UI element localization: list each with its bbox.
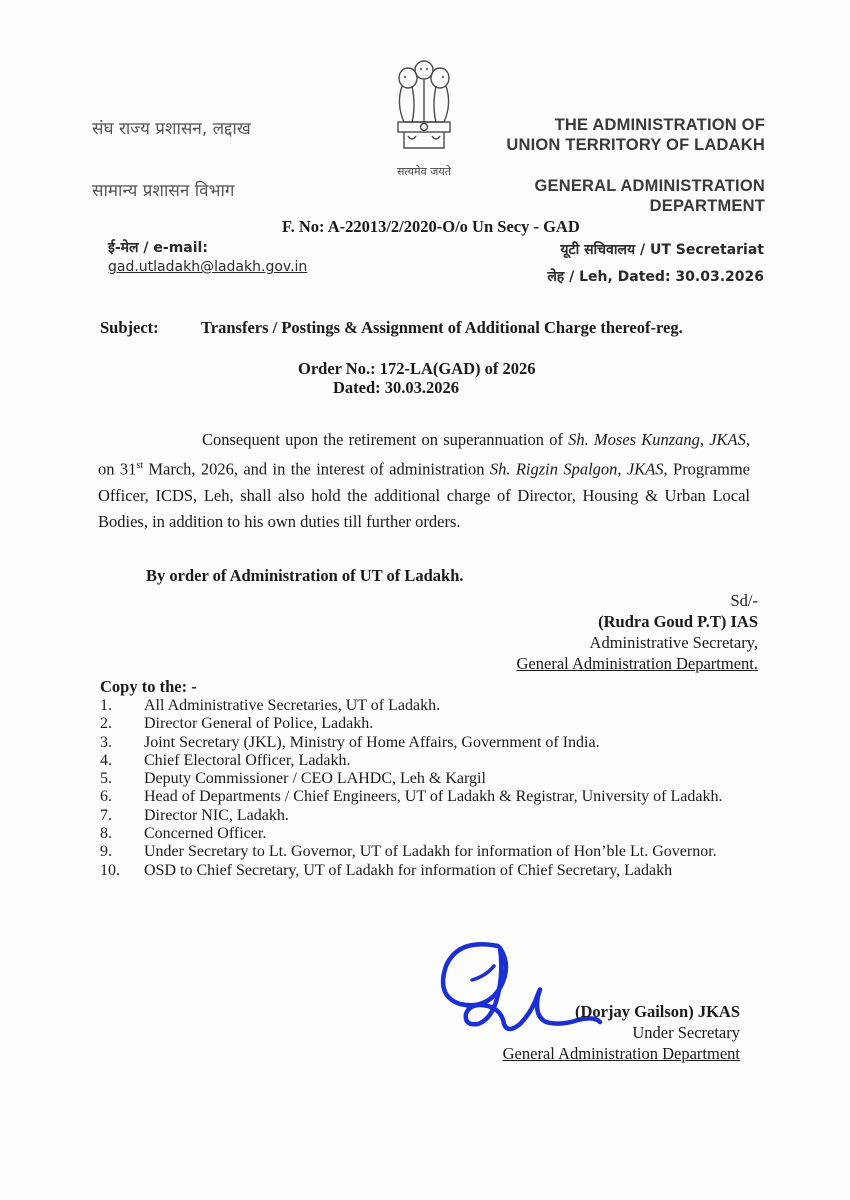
emblem-motto: सत्यमेव जयते <box>396 165 451 178</box>
national-emblem-icon <box>382 56 466 181</box>
signatory-2-dept: General Administration Department <box>502 1044 740 1063</box>
list-item: 9. Under Secretary to Lt. Governor, UT of Ladakh for information of Hon’ble Lt. Governor. <box>100 843 717 861</box>
hindi-org-name: संघ राज्य प्रशासन, लद्दाख <box>92 119 251 139</box>
subject-text: Transfers / Postings & Assignment of Additional Charge thereof-reg. <box>201 318 683 337</box>
signatory-1-title: Administrative Secretary, <box>589 633 758 652</box>
subject-label: Subject: <box>100 318 159 337</box>
signatory-2-name: (Dorjay Gailson) JKAS <box>575 1002 740 1021</box>
signatory-1-name: (Rudra Goud P.T) IAS <box>598 612 758 631</box>
copy-to-list <box>100 697 750 880</box>
file-number: F. No: A-22013/2/2020-O/o Un Secy - GAD <box>282 217 580 236</box>
org-line-1: THE ADMINISTRATION OF <box>554 116 765 134</box>
signatory-administrative-secretary <box>517 590 758 674</box>
sd-mark: Sd/- <box>730 591 758 610</box>
list-item: 4. Chief Electoral Officer, Ladakh. <box>100 751 351 769</box>
order-date: Dated: 30.03.2026 <box>333 378 460 397</box>
list-item: 8. Concerned Officer. <box>100 825 267 843</box>
secretariat-label: यूटी सचिवालय / UT Secretariat <box>560 242 764 258</box>
list-item: 10. OSD to Chief Secretary, UT of Ladakh for information of Chief Secretary, Ladakh <box>100 861 673 879</box>
dept-line-1: GENERAL ADMINISTRATION <box>534 177 765 195</box>
signatory-1-dept: General Administration Department. <box>516 654 758 673</box>
email-address[interactable]: gad.utladakh@ladakh.gov.in <box>108 259 308 275</box>
by-order-line: By order of Administration of UT of Ladakh. <box>146 566 464 585</box>
assigned-officer: Sh. Rigzin Spalgon, JKAS <box>489 459 664 479</box>
hindi-dept-name: सामान्य प्रशासन विभाग <box>92 181 235 201</box>
list-item: 7. Director NIC, Ladakh. <box>100 806 289 824</box>
list-item: 6. Head of Departments / Chief Engineers, UT of Ladakh & Registrar, University of Ladakh. <box>100 788 723 806</box>
dept-line-2: DEPARTMENT <box>649 197 765 215</box>
place-and-date: लेह / Leh, Dated: 30.03.2026 <box>547 269 764 285</box>
list-item: 5. Deputy Commissioner / CEO LAHDC, Leh & Kargil <box>100 770 486 788</box>
email-label: ई-मेल / e-mail: <box>108 240 208 256</box>
signatory-under-secretary <box>503 1001 740 1064</box>
order-number: Order No.: 172-LA(GAD) of 2026 <box>298 359 536 378</box>
copy-to-heading: Copy to the: - <box>100 677 197 696</box>
list-item: 2. Director General of Police, Ladakh. <box>100 715 374 733</box>
retiring-officer: Sh. Moses Kunzang, JKAS <box>568 430 746 449</box>
org-line-2: UNION TERRITORY OF LADAKH <box>506 136 765 154</box>
list-item: 1. All Administrative Secretaries, UT of Ladakh. <box>100 697 441 714</box>
order-body: Consequent upon the retirement on superannuation of Sh. Moses Kunzang, JKAS, on 31st March, 2026, and in the interest of administration Sh. Rigzin Spalgon, JKAS, Programme Officer, ICDS, Leh, shall also hold the additional charge of Director, Housing & Urban Local Bodies, in addition to his own duties till further orders. <box>98 430 750 531</box>
signatory-2-title: Under Secretary <box>632 1023 740 1042</box>
list-item: 3. Joint Secretary (JKL), Ministry of Home Affairs, Government of India. <box>100 733 600 751</box>
